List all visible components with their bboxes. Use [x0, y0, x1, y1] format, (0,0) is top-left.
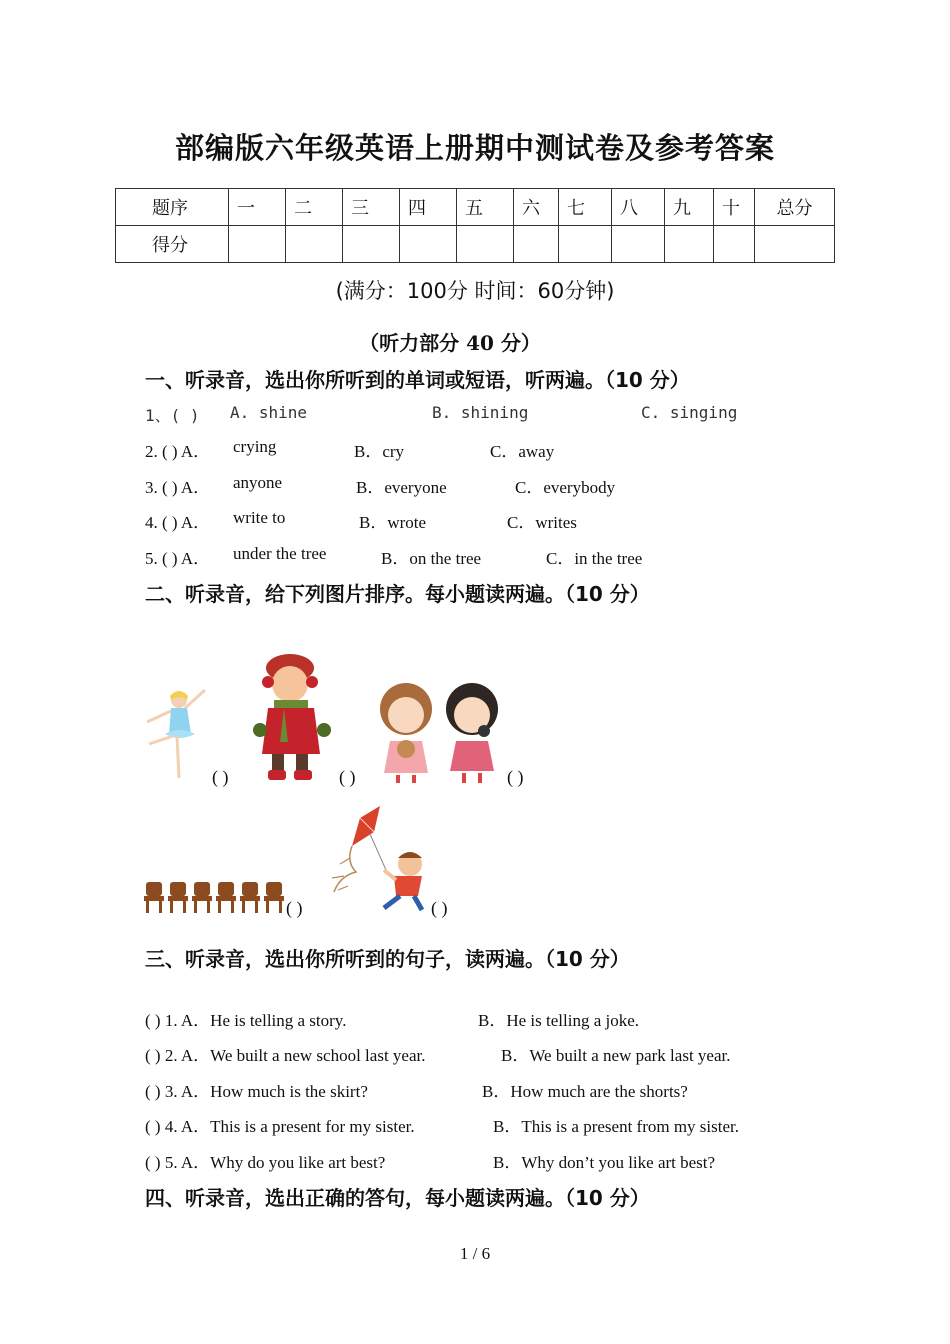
option-c: C．in the tree	[546, 549, 643, 568]
answer-blank[interactable]: ( )	[431, 898, 448, 918]
answer-blank[interactable]: ( )	[339, 767, 356, 787]
answer-blank[interactable]: ( )	[507, 767, 524, 787]
score-input-cell[interactable]	[612, 226, 665, 263]
score-input-cell[interactable]	[286, 226, 343, 263]
sentence-option-b: B．We built a new park last year.	[501, 1046, 731, 1065]
kite-picture	[322, 806, 430, 914]
table-cell: 一	[229, 189, 286, 226]
chairs-picture	[144, 882, 286, 914]
option-b: B．on the tree	[381, 549, 482, 568]
option-a: A. shine	[230, 403, 308, 422]
option-a: under the tree	[233, 544, 327, 563]
table-cell: 八	[612, 189, 665, 226]
option-b: B. shining	[432, 403, 529, 422]
exam-meta: (满分：100分 时间：60分钟)	[335, 279, 615, 303]
option-b: B．wrote	[359, 513, 427, 532]
sentence-option-a: ( ) 2. A．We built a new school last year.	[145, 1046, 426, 1065]
question-number: 2. ( ) A．	[145, 442, 211, 461]
score-input-cell[interactable]	[714, 226, 755, 263]
section-heading: 三、听录音，选出你所听到的句子，读两遍。（10 分）	[145, 947, 630, 971]
section-heading: 二、听录音，给下列图片排序。每小题读两遍。（10 分）	[145, 582, 650, 606]
option-a: anyone	[233, 473, 283, 492]
table-row	[116, 189, 835, 226]
score-table	[115, 188, 835, 263]
table-cell: 七	[559, 189, 612, 226]
table-row	[116, 226, 835, 263]
answer-blank[interactable]: ( )	[212, 767, 229, 787]
option-c: C．everybody	[515, 478, 616, 497]
score-input-cell[interactable]	[665, 226, 714, 263]
question-number: 5. ( ) A．	[145, 549, 211, 568]
table-cell: 六	[514, 189, 559, 226]
table-cell: 得分	[116, 226, 229, 263]
table-cell: 四	[400, 189, 457, 226]
section-heading: 一、听录音，选出你所听到的单词或短语，听两遍。（10 分）	[145, 368, 690, 392]
sentence-option-a: ( ) 1. A．He is telling a story.	[145, 1011, 347, 1030]
boy-winter-picture	[246, 646, 336, 784]
option-c: C．away	[490, 442, 555, 461]
score-input-cell[interactable]	[457, 226, 514, 263]
question-number: 1、( )	[145, 406, 200, 425]
score-input-cell[interactable]	[343, 226, 400, 263]
option-a: write to	[233, 508, 286, 527]
question-number: 3. ( ) A．	[145, 478, 211, 497]
question-number: 4. ( ) A．	[145, 513, 211, 532]
option-b: B．everyone	[356, 478, 447, 497]
sentence-option-b: B．Why don’t you like art best?	[493, 1153, 716, 1172]
table-cell: 题序	[116, 189, 229, 226]
sentence-option-b: B．How much are the shorts?	[482, 1082, 688, 1101]
score-input-cell[interactable]	[514, 226, 559, 263]
score-input-cell[interactable]	[229, 226, 286, 263]
sentence-option-a: ( ) 5. A．Why do you like art best?	[145, 1153, 386, 1172]
table-cell: 九	[665, 189, 714, 226]
ballerina-picture	[143, 686, 209, 786]
table-cell: 二	[286, 189, 343, 226]
answer-blank[interactable]: ( )	[286, 898, 303, 918]
score-input-cell[interactable]	[400, 226, 457, 263]
page-number: 1 / 6	[459, 1244, 491, 1263]
score-input-cell[interactable]	[755, 226, 835, 263]
option-b: B．cry	[354, 442, 405, 461]
section-heading: 四、听录音，选出正确的答句，每小题读两遍。（10 分）	[145, 1186, 650, 1210]
page-title: 部编版六年级英语上册期中测试卷及参考答案	[174, 131, 775, 165]
option-c: C．writes	[507, 513, 577, 532]
sentence-option-a: ( ) 4. A．This is a present for my sister.	[145, 1117, 415, 1136]
girls-singing-picture	[376, 683, 504, 783]
table-cell: 十	[714, 189, 755, 226]
option-c: C. singing	[641, 403, 738, 422]
listening-heading: （听力部分 40 分）	[359, 331, 541, 355]
sentence-option-a: ( ) 3. A．How much is the skirt?	[145, 1082, 368, 1101]
table-cell: 总分	[755, 189, 835, 226]
option-a: crying	[233, 437, 277, 456]
table-cell: 五	[457, 189, 514, 226]
sentence-option-b: B．This is a present from my sister.	[493, 1117, 740, 1136]
sentence-option-b: B．He is telling a joke.	[478, 1011, 640, 1030]
score-input-cell[interactable]	[559, 226, 612, 263]
table-cell: 三	[343, 189, 400, 226]
